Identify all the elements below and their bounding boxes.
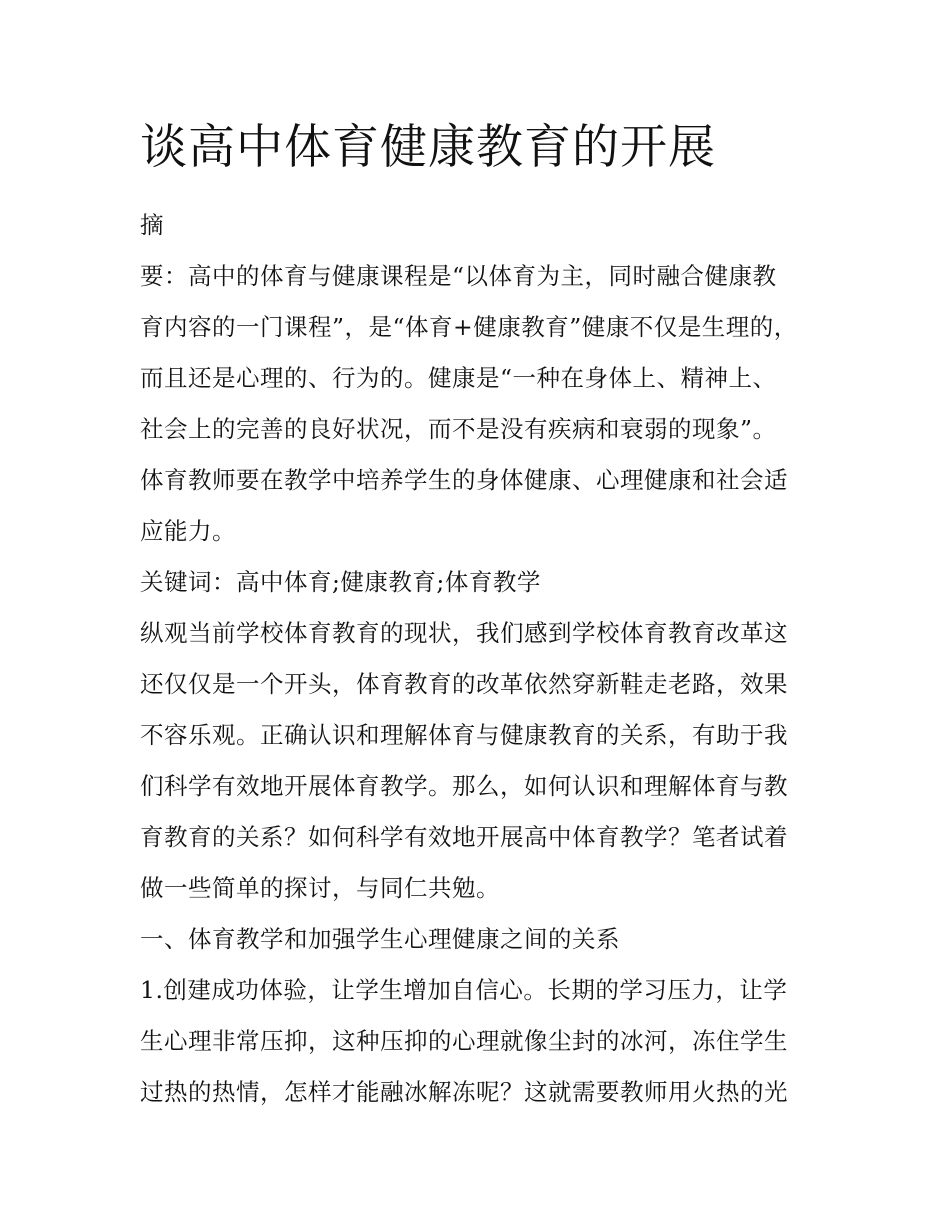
text-line: 社会上的完善的良好状况，而不是没有疾病和衰弱的现象”。 <box>140 415 777 443</box>
text-line: 生心理非常压抑，这种压抑的心理就像尘封的冰河，冻住学生 <box>140 1027 788 1055</box>
text-line: 摘 <box>140 211 164 239</box>
text-line: 要：高中的体育与健康课程是“以体育为主，同时融合健康教 <box>140 262 777 290</box>
text-line: 而且还是心理的、行为的。健康是“一种在身体上、精神上、 <box>140 364 777 392</box>
text-line: 应能力。 <box>140 517 236 545</box>
text-line: 还仅仅是一个开头，体育教育的改革依然穿新鞋走老路，效果 <box>140 670 788 698</box>
section-heading: 一、体育教学和加强学生心理健康之间的关系 <box>140 925 620 953</box>
text-line: 不容乐观。正确认识和理解体育与健康教育的关系，有助于我 <box>140 721 788 749</box>
text-line: 们科学有效地开展体育教学。那么，如何认识和理解体育与教 <box>140 772 788 800</box>
document-page <box>140 118 820 1118</box>
text-line: 纵观当前学校体育教育的现状，我们感到学校体育教育改革这 <box>140 619 788 647</box>
keywords-line: 关键词：高中体育;健康教育;体育教学 <box>140 568 541 596</box>
document-body <box>140 200 820 1118</box>
text-line: 过热的热情，怎样才能融冰解冻呢？这就需要教师用火热的光 <box>140 1078 788 1106</box>
text-line: 体育教师要在教学中培养学生的身体健康、心理健康和社会适 <box>140 466 788 494</box>
document-title: 谈高中体育健康教育的开展 <box>140 120 716 175</box>
text-line: 育内容的一门课程”，是“体育+健康教育”健康不仅是生理的， <box>140 313 798 341</box>
text-line: 1.创建成功体验，让学生增加自信心。长期的学习压力，让学 <box>140 976 788 1004</box>
text-line: 育教育的关系？如何科学有效地开展高中体育教学？笔者试着 <box>140 823 788 851</box>
text-line: 做一些简单的探讨，与同仁共勉。 <box>140 874 500 902</box>
